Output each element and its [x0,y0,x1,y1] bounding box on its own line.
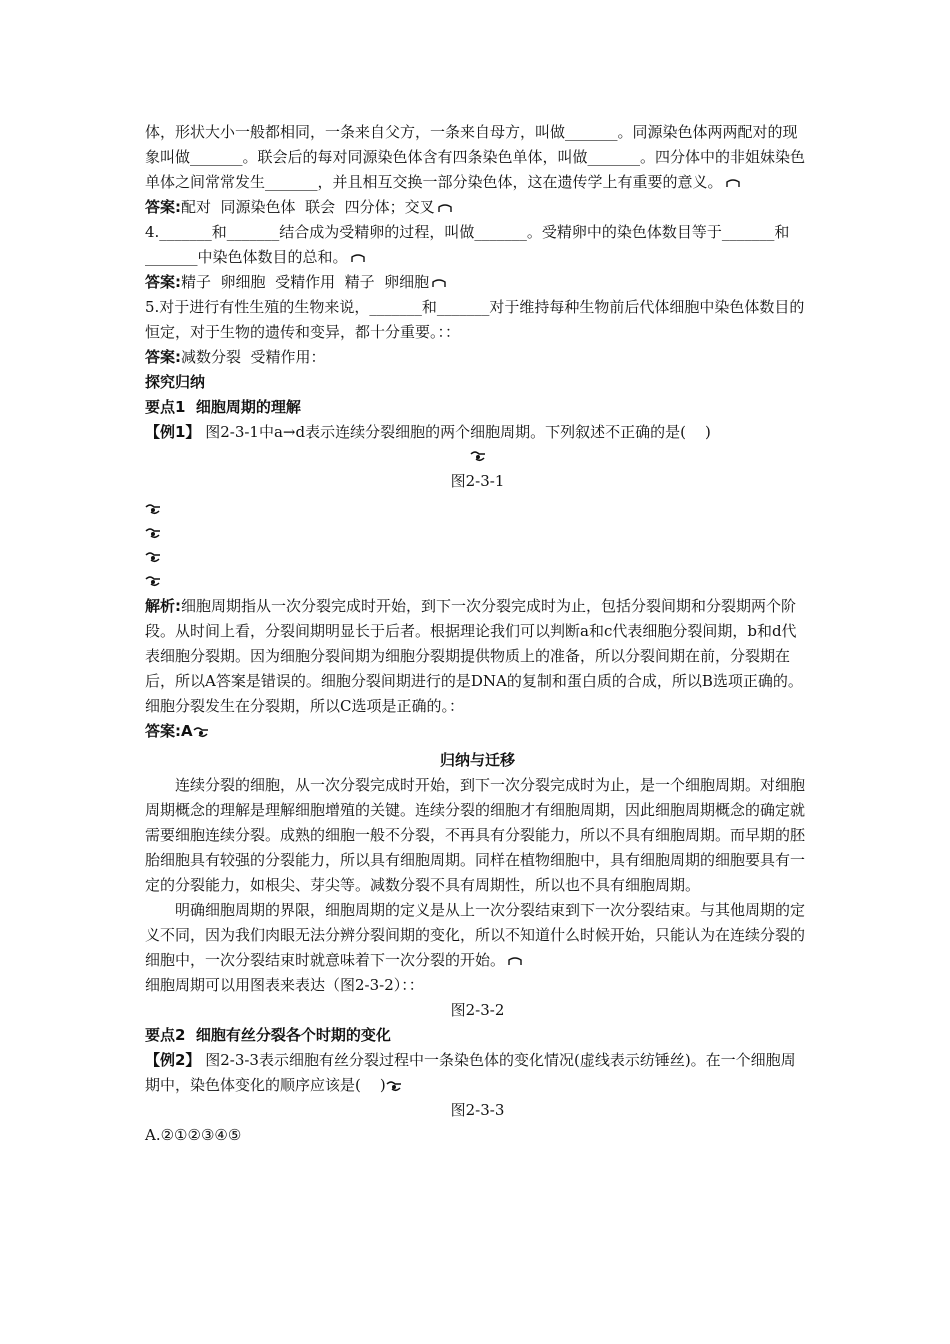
answer-5 [145,345,810,370]
answer-text: 减数分裂 受精作用： [181,348,326,366]
answer-4 [145,270,810,295]
question-5-text: 5.对于进行有性生殖的生物来说，_______和_______对于维持每种生物前后代体细胞中染色体数目的恒定，对于生物的遗传和变异，都十分重要。：： [145,298,805,341]
point-2-heading: 要点2 细胞有丝分裂各个时期的变化 [145,1026,391,1044]
option-image-icon [145,575,161,587]
analysis-label: 解析: [145,597,181,615]
answer-text: A [181,722,193,740]
paragraph-1: 连续分裂的细胞，从一次分裂完成时开始，到下一次分裂完成时为止，是一个细胞周期。对细胞周期概念的理解是理解细胞增殖的关键。连续分裂的细胞才有细胞周期，因此细胞周期概念的确定就需要细胞连续分裂。成熟的细胞一般不分裂，不再具有分裂能力，所以不具有细胞周期。而早期的胚胎细胞具有较强的分裂能力，所以具有细胞周期。同样在植物细胞中，具有细胞周期的细胞要具有一定的分裂能力，如根尖、芽尖等。减数分裂不具有周期性，所以也不具有细胞周期。 [145,776,806,894]
return-mark-icon [507,956,523,966]
answer-label: 答案: [145,348,181,366]
figure-caption: 图2-3-3 [450,1101,505,1119]
return-mark-icon [350,253,366,263]
figure-image-icon [386,1080,402,1092]
example-2 [145,1048,810,1098]
answer-text: 配对 同源染色体 联会 四分体；交叉 [181,198,435,216]
return-mark-icon [431,278,447,288]
analysis: 解析:细胞周期指从一次分裂完成时开始，到下一次分裂完成时为止，包括分裂间期和分裂期两个阶段。从时间上看，分裂间期明显长于后者。根据理论我们可以判断a和c代表细胞分裂间期，b和d代表细胞分裂期。因为细胞分裂间期为细胞分裂期提供物质上的准备，所以分裂间期在前，分裂期在后，所以A答案是错误的。细胞分裂间期进行的是DNA的复制和蛋白质的合成，所以B选项正确的。细胞分裂发生在分裂期，所以C选项是正确的。： [145,597,803,715]
option-image-icon [145,503,161,515]
paragraph-2: 明确细胞周期的界限，细胞周期的定义是从上一次分裂结束到下一次分裂结束。与其他周期的定义不同，因为我们肉眼无法分辨分裂间期的变化，所以不知道什么时候开始，只能认为在连续分裂的细胞中，一次分裂结束时就意味着下一次分裂的开始。 [145,901,806,969]
example-1 [145,420,810,445]
answer-text: 精子 卵细胞 受精作用 精子 卵细胞 [181,273,430,291]
example-text: 图2-3-3表示细胞有丝分裂过程中一条染色体的变化情况(虚线表示纺锤丝)。在一个细胞周期中，染色体变化的顺序应该是( ) [145,1051,796,1094]
answer-3 [145,195,810,220]
example-label: 【例2】 [145,1051,201,1069]
return-mark-icon [437,203,453,213]
point-1-heading: 要点1 细胞周期的理解 [145,398,301,416]
option-image-icon [145,527,161,539]
option-a: A.②①②③④⑤ [145,1126,242,1144]
return-mark-icon [725,178,741,188]
answer-example-1 [145,719,810,744]
example-label: 【例1】 [145,423,201,441]
question-3-text: 体，形状大小一般都相同，一条来自父方，一条来自母方，叫做_______。同源染色体两两配对的现象叫做_______。联会后的每对同源染色体含有四条染色单体，叫做_______。四分体中的非姐妹染色单体之间常常发生_______，并且相互交换一部分染色体，这在遗传学上有重要的意义。 [145,123,806,191]
section-title: 探究归纳 [145,373,206,391]
option-image-d [145,570,810,594]
answer-label: 答案: [145,273,181,291]
question-4-text: 4._______和_______结合成为受精卵的过程，叫做_______。受精卵中的染色体数目等于_______和_______中染色体数目的总和。 [145,223,790,266]
option-image-b [145,522,810,546]
answer-label: 答案: [145,198,181,216]
figure-image-icon [193,726,209,738]
option-image-icon [145,551,161,563]
answer-label: 答案: [145,722,181,740]
option-image-c [145,546,810,570]
analysis-text: 细胞周期指从一次分裂完成时开始，到下一次分裂完成时为止，包括分裂间期和分裂期两个阶段。从时间上看，分裂间期明显长于后者。根据理论我们可以判断a和c代表细胞分裂间期，b和d代表细胞分裂期。因为细胞分裂间期为细胞分裂期提供物质上的准备，所以分裂间期在前，分裂期在后，所以A答案是错误的。细胞分裂间期进行的是DNA的复制和蛋白质的合成，所以B选项正确的。细胞分裂发生在分裂期，所以C选项是正确的。 [145,597,803,715]
option-image-a [145,498,810,522]
document-page [145,120,810,1148]
figure-caption: 图2-3-1 [450,472,505,490]
example-text: 图2-3-1中a→d表示连续分裂细胞的两个细胞周期。下列叙述不正确的是( ) [200,423,711,441]
figure-caption: 图2-3-2 [450,1001,505,1019]
figure-image-icon [470,450,486,462]
paragraph-3: 细胞周期可以用图表来表达（图2-3-2）：： [145,976,424,994]
heading-transfer: 归纳与迁移 [439,751,515,769]
figure-2-3-1-placeholder [145,445,810,469]
